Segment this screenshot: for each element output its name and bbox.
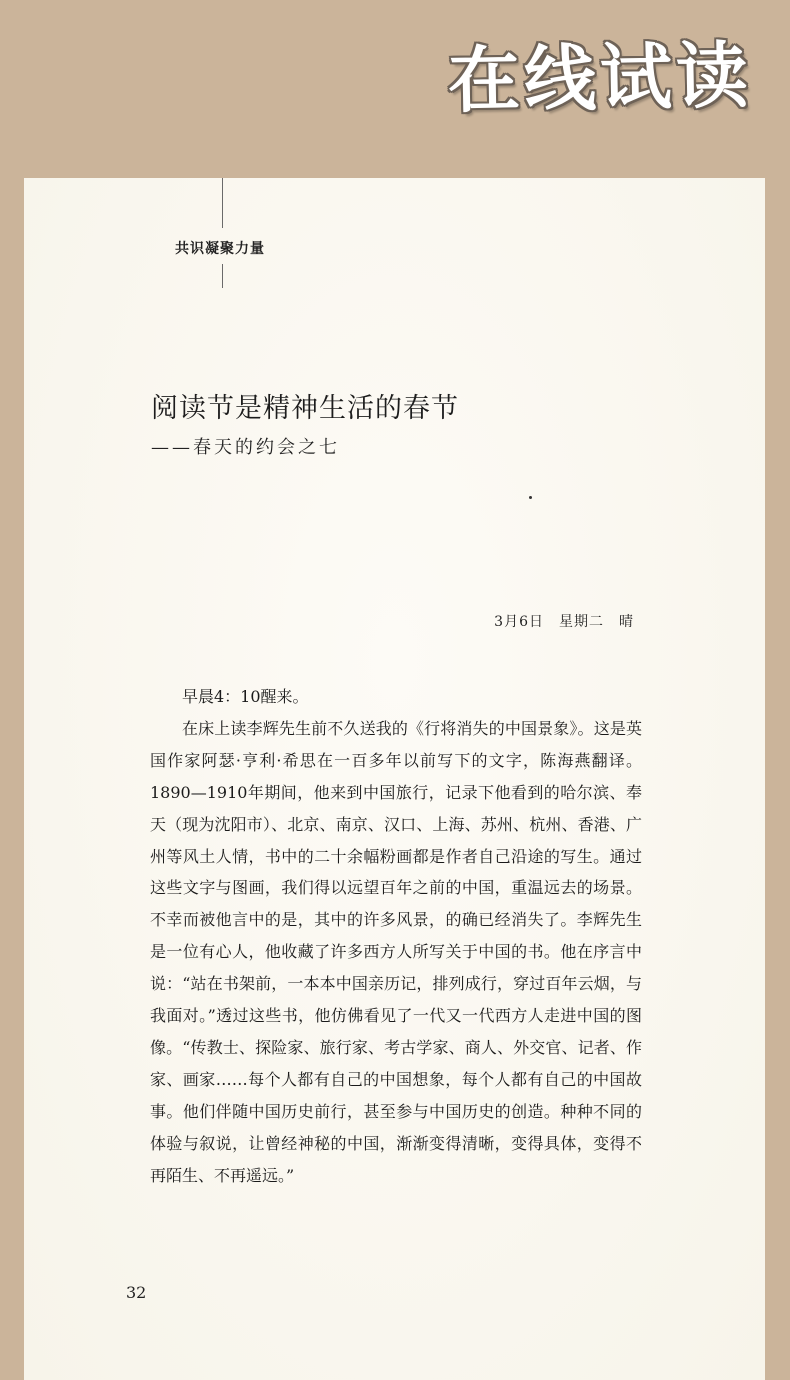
page-number: 32 xyxy=(126,1283,147,1302)
banner xyxy=(0,0,790,178)
print-speck xyxy=(529,496,532,499)
paragraph: 在床上读李辉先生前不久送我的《行将消失的中国景象》。这是英国作家阿瑟·亨利·希思在一百多年以前写下的文字，陈海燕翻译。1890—1910年期间，他来到中国旅行，记录下他看到的哈尔滨、奉天（现为沈阳市）、北京、南京、汉口、上海、苏州、杭州、香港、广州等风土人情，书中的二十余幅粉画都是作者自己沿途的写生。通过这些文字与图画，我们得以远望百年之前的中国，重温远去的场景。不幸而被他言中的是，其中的许多风景，的确已经消失了。李辉先生是一位有心人，他收藏了许多西方人所写关于中国的书。他在序言中说：“站在书架前，一本本中国亲历记，排列成行，穿过百年云烟，与我面对。”透过这些书，他仿佛看见了一代又一代西方人走进中国的图像。“传教士、探险家、旅行家、考古学家、商人、外交官、记者、作家、画家……每个人都有自己的中国想象，每个人都有自己的中国故事。他们伴随中国历史前行，甚至参与中国历史的创造。种种不同的体验与叙说，让曾经神秘的中国，渐渐变得清晰，变得具体，变得不再陌生、不再遥远。” xyxy=(150,718,642,1185)
section-label: 共识凝聚力量 xyxy=(175,241,265,257)
book-page xyxy=(24,178,765,1380)
banner-title: 在线试读 xyxy=(447,33,753,123)
section-divider-top xyxy=(222,178,223,228)
article-body xyxy=(150,681,642,1192)
article-subtitle: ——春天的约会之七 xyxy=(151,437,340,458)
section-divider-bottom xyxy=(222,264,223,288)
article-title: 阅读节是精神生活的春节 xyxy=(151,393,459,424)
paragraph: 早晨4：10醒来。 xyxy=(182,687,309,706)
dateline: 3月6日 星期二 晴 xyxy=(494,614,634,630)
